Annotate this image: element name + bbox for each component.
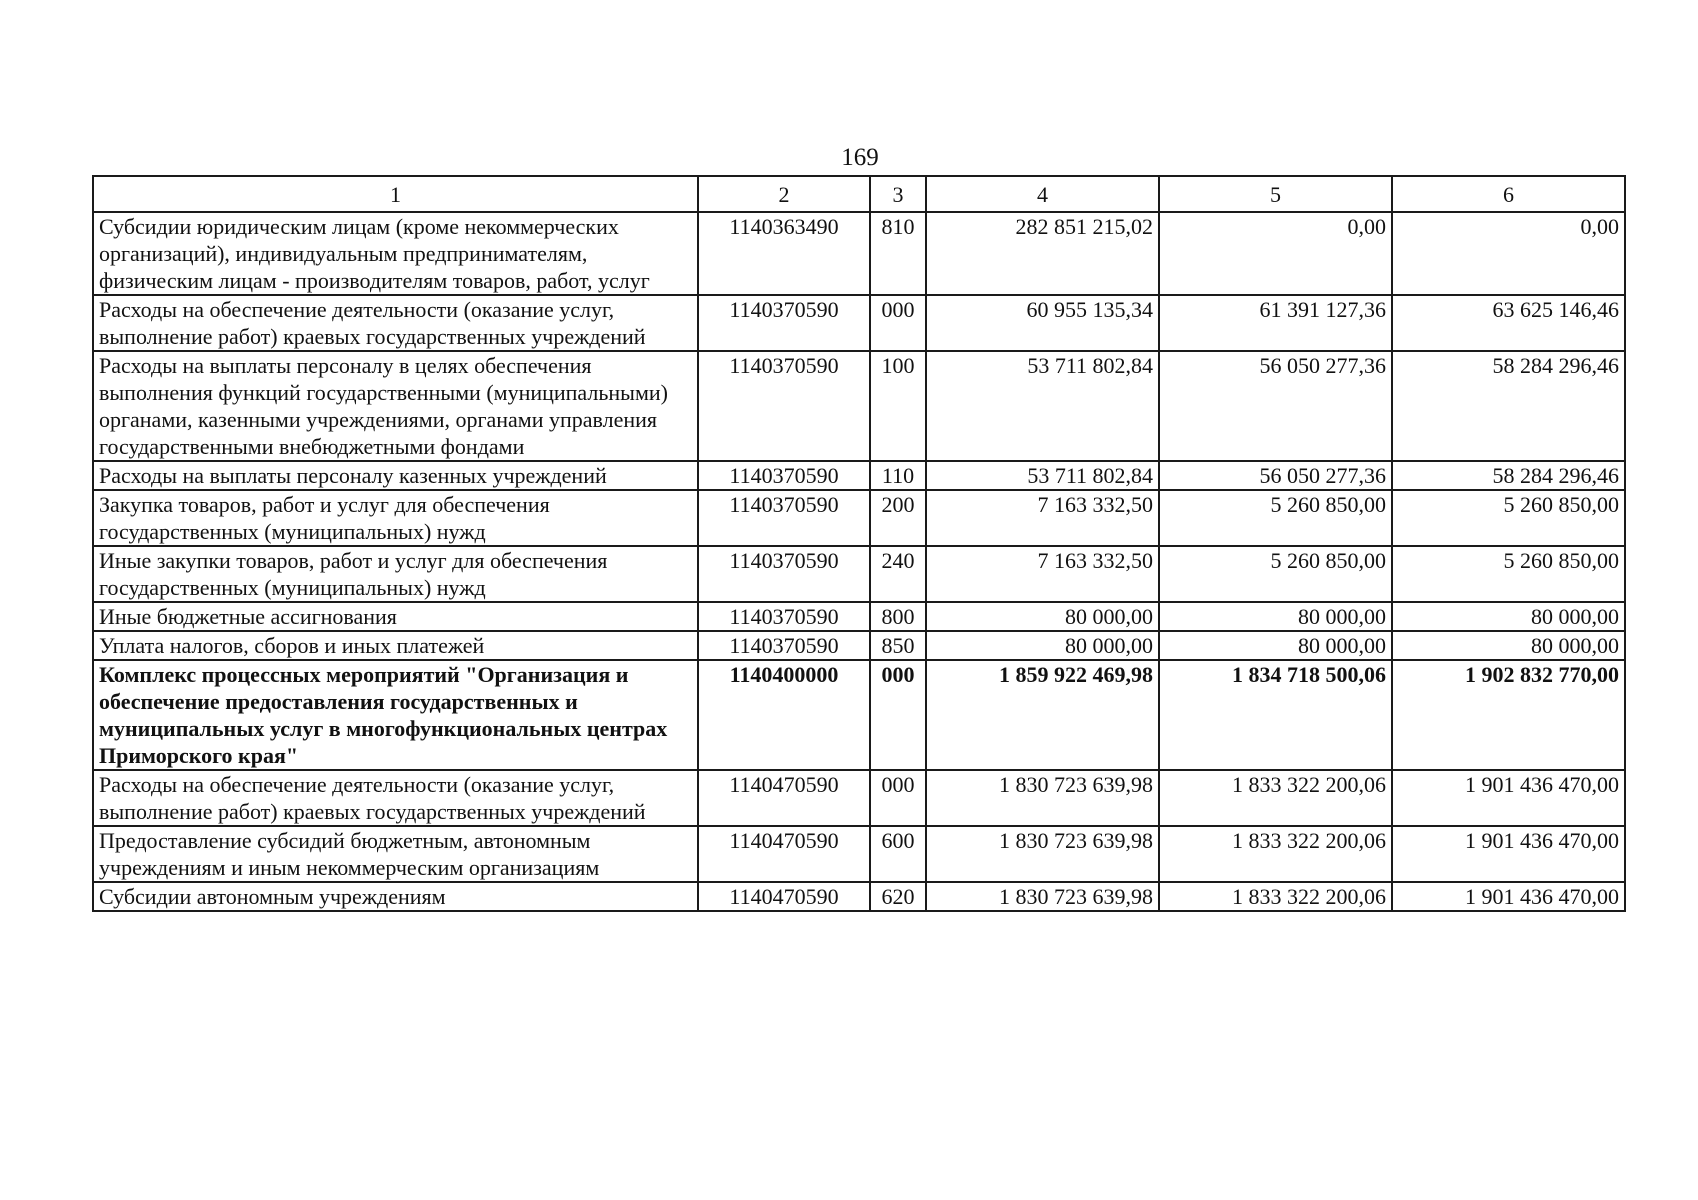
- row-name: Субсидии юридическим лицам (кроме некоммерческих организаций), индивидуальным предпринимателям, физическим лицам - производителям товаров, работ, услуг: [93, 212, 698, 295]
- row-amount-col5: 56 050 277,36: [1159, 351, 1392, 461]
- budget-table: [92, 175, 1626, 912]
- row-amount-col6: 5 260 850,00: [1392, 546, 1625, 602]
- table-row: [93, 212, 1625, 295]
- table-row: [93, 490, 1625, 546]
- row-name: Иные закупки товаров, работ и услуг для обеспечения государственных (муниципальных) нужд: [93, 546, 698, 602]
- row-amount-col4: 53 711 802,84: [926, 351, 1159, 461]
- row-amount-col6: 58 284 296,46: [1392, 351, 1625, 461]
- table-header-row: [93, 176, 1625, 212]
- row-amount-col4: 1 830 723 639,98: [926, 826, 1159, 882]
- row-code: 1140370590: [698, 490, 870, 546]
- row-amount-col5: 1 833 322 200,06: [1159, 826, 1392, 882]
- row-name: Иные бюджетные ассигнования: [93, 602, 698, 631]
- row-expense-type: 810: [870, 212, 926, 295]
- table-row: [93, 351, 1625, 461]
- row-name: Расходы на выплаты персоналу в целях обеспечения выполнения функций государственными (муниципальными) органами, казенными учреждениями, органами управления государственными внебюджетными фондами: [93, 351, 698, 461]
- row-name: Закупка товаров, работ и услуг для обеспечения государственных (муниципальных) нужд: [93, 490, 698, 546]
- row-code: 1140363490: [698, 212, 870, 295]
- row-amount-col5: 61 391 127,36: [1159, 295, 1392, 351]
- row-amount-col6: 58 284 296,46: [1392, 461, 1625, 490]
- row-code: 1140470590: [698, 826, 870, 882]
- row-code: 1140370590: [698, 461, 870, 490]
- header-cell: 2: [698, 176, 870, 212]
- row-expense-type: 620: [870, 882, 926, 911]
- row-amount-col5: 1 833 322 200,06: [1159, 882, 1392, 911]
- row-amount-col5: 0,00: [1159, 212, 1392, 295]
- row-amount-col5: 80 000,00: [1159, 631, 1392, 660]
- row-name: Субсидии автономным учреждениям: [93, 882, 698, 911]
- row-name: Комплекс процессных мероприятий "Организация и обеспечение предоставления государственных и муниципальных услуг в многофункциональных центрах Приморского края": [93, 660, 698, 770]
- table-row: [93, 295, 1625, 351]
- row-expense-type: 000: [870, 295, 926, 351]
- row-expense-type: 600: [870, 826, 926, 882]
- table-row: [93, 770, 1625, 826]
- row-amount-col6: 1 901 436 470,00: [1392, 882, 1625, 911]
- row-amount-col4: 282 851 215,02: [926, 212, 1159, 295]
- row-amount-col6: 80 000,00: [1392, 602, 1625, 631]
- row-amount-col6: 5 260 850,00: [1392, 490, 1625, 546]
- row-code: 1140370590: [698, 546, 870, 602]
- row-expense-type: 100: [870, 351, 926, 461]
- row-expense-type: 000: [870, 770, 926, 826]
- row-amount-col5: 5 260 850,00: [1159, 546, 1392, 602]
- row-expense-type: 240: [870, 546, 926, 602]
- row-code: 1140370590: [698, 602, 870, 631]
- row-code: 1140370590: [698, 631, 870, 660]
- row-expense-type: 200: [870, 490, 926, 546]
- header-cell: 3: [870, 176, 926, 212]
- header-cell: 6: [1392, 176, 1625, 212]
- table-row: [93, 660, 1625, 770]
- row-name: Расходы на выплаты персоналу казенных учреждений: [93, 461, 698, 490]
- header-cell: 1: [93, 176, 698, 212]
- row-amount-col6: 0,00: [1392, 212, 1625, 295]
- row-amount-col5: 80 000,00: [1159, 602, 1392, 631]
- row-code: 1140400000: [698, 660, 870, 770]
- row-amount-col5: 1 834 718 500,06: [1159, 660, 1392, 770]
- row-name: Расходы на обеспечение деятельности (оказание услуг, выполнение работ) краевых государственных учреждений: [93, 295, 698, 351]
- row-amount-col4: 7 163 332,50: [926, 490, 1159, 546]
- row-amount-col4: 80 000,00: [926, 602, 1159, 631]
- row-code: 1140370590: [698, 295, 870, 351]
- row-amount-col6: 1 901 436 470,00: [1392, 770, 1625, 826]
- row-amount-col5: 5 260 850,00: [1159, 490, 1392, 546]
- row-name: Расходы на обеспечение деятельности (оказание услуг, выполнение работ) краевых государственных учреждений: [93, 770, 698, 826]
- row-expense-type: 110: [870, 461, 926, 490]
- row-name: Предоставление субсидий бюджетным, автономным учреждениям и иным некоммерческим организациям: [93, 826, 698, 882]
- row-expense-type: 800: [870, 602, 926, 631]
- header-cell: 5: [1159, 176, 1392, 212]
- row-amount-col4: 80 000,00: [926, 631, 1159, 660]
- table-row: [93, 826, 1625, 882]
- row-amount-col6: 63 625 146,46: [1392, 295, 1625, 351]
- row-amount-col4: 53 711 802,84: [926, 461, 1159, 490]
- table-row: [93, 461, 1625, 490]
- row-amount-col6: 80 000,00: [1392, 631, 1625, 660]
- table-row: [93, 882, 1625, 911]
- row-amount-col6: 1 901 436 470,00: [1392, 826, 1625, 882]
- row-code: 1140470590: [698, 882, 870, 911]
- row-amount-col4: 1 830 723 639,98: [926, 882, 1159, 911]
- row-expense-type: 850: [870, 631, 926, 660]
- page-number: 169: [841, 144, 879, 171]
- row-amount-col4: 1 830 723 639,98: [926, 770, 1159, 826]
- row-amount-col5: 1 833 322 200,06: [1159, 770, 1392, 826]
- row-name: Уплата налогов, сборов и иных платежей: [93, 631, 698, 660]
- row-amount-col5: 56 050 277,36: [1159, 461, 1392, 490]
- row-expense-type: 000: [870, 660, 926, 770]
- row-code: 1140470590: [698, 770, 870, 826]
- row-amount-col4: 1 859 922 469,98: [926, 660, 1159, 770]
- row-code: 1140370590: [698, 351, 870, 461]
- row-amount-col4: 7 163 332,50: [926, 546, 1159, 602]
- row-amount-col6: 1 902 832 770,00: [1392, 660, 1625, 770]
- table-row: [93, 631, 1625, 660]
- table-row: [93, 546, 1625, 602]
- row-amount-col4: 60 955 135,34: [926, 295, 1159, 351]
- table-row: [93, 602, 1625, 631]
- header-cell: 4: [926, 176, 1159, 212]
